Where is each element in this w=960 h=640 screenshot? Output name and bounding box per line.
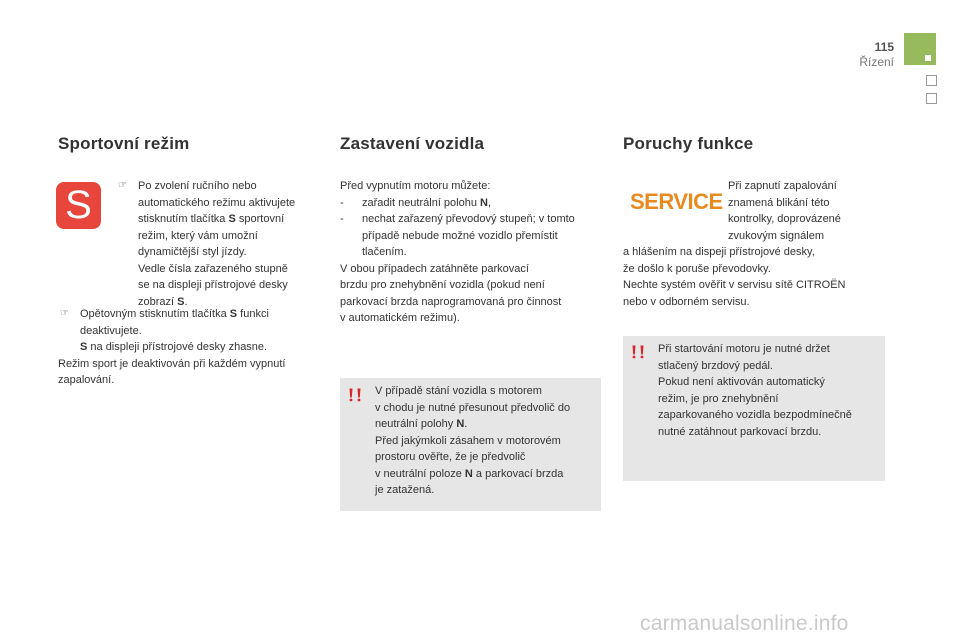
warning-icon [629,345,647,359]
service-text: a hlášením na dispeji přístrojové desky, že došlo k poruše převodovky. Nechte systém ověřit v servisu sítě CITROËN nebo v odborném servisu. [623,246,846,308]
tab-outline-icon [926,75,937,86]
stopping-warning-text: V případě stání vozidla s motorem v chodu je nutné přesunout předvolič do neutrální polohy N. Před jakýmkoli zásahem v motorovém prostoru ověřte, že je předvolič v neutrální poloze N a parkovací brzda je zatažená. [375,385,571,496]
stopping-text: Před vypnutím motoru můžete: - zařadit neutrální polohu N, - nechat zařazený převodový stupeň; v tomto případě nebude možné vozidlo přemístit tlačením. V obou případech zatáhněte parkovací brzdu pro znehybnění vozidla (pokud není parkovací brzda naprogramovaná pro činnost v automatickém režimu). [340,180,575,324]
service-text-side: Při zapnutí zapalování znamená blikání této kontrolky, doprovázené zvukovým signálem [728,180,841,242]
malfunction-warning-text: Při startování motoru je nutné držet stlačený brzdový pedál. Pokud není aktivován automatický režim, je pro znehybnění zaparkovaného vozidla bezpodmínečně nutné zatáhnout parkovací brzdu. [658,343,852,438]
service-warning-icon: SERVICE [630,189,723,214]
tab-outline-icon [926,93,937,104]
heading-sport-mode: Sportovní režim [58,134,190,153]
tab-marker-icon [925,55,931,61]
watermark-text: carmanualsonline.info [640,612,849,635]
heading-stopping: Zastavení vozidla [340,134,485,153]
sport-s-icon: S [56,182,101,229]
section-title: Řízení [859,55,894,69]
sport-bullet-2: ☞ Opětovným stisknutím tlačítka S funkci deaktivujete. S na displeji přístrojové desky zhasne. Režim sport je deaktivován při každém vypnutí zapalování. [58,308,286,386]
heading-malfunctions: Poruchy funkce [623,134,754,153]
bullet-icon: ☞ [118,180,127,191]
warning-icon [346,388,364,402]
bullet-icon: ☞ [60,308,69,319]
chapter-tab[interactable] [904,33,936,65]
sport-bullet-1: ☞ Po zvolení ručního nebo automatického režimu aktivujete stisknutím tlačítka S sportovní režim, který vám umožní dynamičtější styl jízdy. Vedle čísla zařazeného stupně se na displeji přístrojové desky zobrazí S. [118,180,296,308]
page-number: 115 [874,40,894,54]
